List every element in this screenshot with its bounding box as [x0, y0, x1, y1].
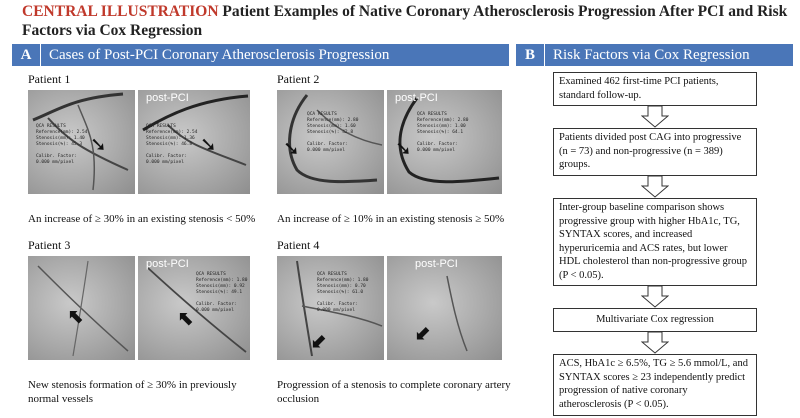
- patient-2-title: Patient 2: [277, 72, 320, 86]
- qca-results-text: QCA RESULTS Reference(mm): 2.54 Stenosis(mm): 1.36 Stenosis(%): 46.8 Calibr. Factor: 0.000 mm/pixel: [146, 124, 198, 165]
- stenosis-arrow-icon: ➘: [283, 136, 300, 160]
- patient-1-title: Patient 1: [28, 72, 71, 86]
- patient-4-caption: Progression of a stenosis to complete coronary artery occlusion: [277, 379, 511, 405]
- patient-2-post-angiogram: [387, 90, 502, 194]
- flow-step-3: Inter-group baseline comparison shows progressive group with higher HbA1c, TG, SYNTAX scores, and increased hyperuricemia and ACS rates, but lower HDL cholesterol than non-progressive group (P < 0.05).: [553, 198, 757, 286]
- qca-results-text: QCA RESULTS Reference(mm): 1.80 Stenosis(mm): 0.70 Stenosis(%): 61.0 Calibr. Factor: 0.000 mm/pixel: [317, 272, 369, 313]
- stenosis-arrow-icon: ➘: [200, 132, 217, 156]
- stenosis-arrow-icon: ⬉: [68, 304, 85, 328]
- panel-b-letter: B: [524, 47, 535, 63]
- patient-3-pre-angiogram: [28, 256, 135, 360]
- panel-a-header: [12, 44, 509, 66]
- patient-1-pre-angiogram: [28, 90, 135, 194]
- down-arrow-icon: [641, 176, 669, 198]
- down-arrow-icon: [641, 286, 669, 308]
- post-pci-label: post-PCI: [146, 258, 189, 270]
- panel-a-letter: A: [20, 47, 32, 63]
- qca-results-text: QCA RESULTS Reference(mm): 2.80 Stenosis(mm): 1.60 Stenosis(%): 42.8 Calibr. Factor: 0.000 mm/pixel: [307, 112, 359, 153]
- patient-3-title: Patient 3: [28, 238, 71, 252]
- title-rest: Patient Examples of Native Coronary Atherosclerosis Progression After PCI and Risk Factors via Cox Regression: [22, 3, 788, 39]
- patient-4-title: Patient 4: [277, 238, 320, 252]
- stenosis-arrow-icon: ➘: [90, 132, 107, 156]
- post-pci-label: post-PCI: [146, 92, 189, 104]
- patient-1-post-angiogram: [138, 90, 250, 194]
- stenosis-arrow-icon: ➘: [395, 136, 412, 160]
- qca-results-text: QCA RESULTS Reference(mm): 2.80 Stenosis(mm): 1.00 Stenosis(%): 64.1 Calibr. Factor: 0.000 mm/pixel: [417, 112, 469, 153]
- patient-4-post-angiogram: [387, 256, 502, 360]
- flow-step-2: Patients divided post CAG into progressive (n = 73) and non-progressive (n = 389) groups.: [553, 128, 757, 176]
- qca-results-text: QCA RESULTS Reference(mm): 1.80 Stenosis(mm): 0.92 Stenosis(%): 49.1 Calibr. Factor: 0.000 mm/pixel: [196, 272, 248, 313]
- patient-2-caption: An increase of ≥ 10% in an existing stenosis ≥ 50%: [277, 213, 505, 225]
- stenosis-arrow-icon: ⬋: [311, 328, 328, 352]
- flow-step-5: ACS, HbA1c ≥ 6.5%, TG ≥ 5.6 mmol/L, and SYNTAX scores ≥ 23 independently predict progression of native coronary atherosclerosis (P < 0.05).: [553, 354, 757, 416]
- down-arrow-icon: [641, 106, 669, 128]
- patient-3-caption: New stenosis formation of ≥ 30% in previously normal vessels: [28, 379, 237, 405]
- flow-step-1: Examined 462 first-time PCI patients, standard follow-up.: [553, 72, 757, 106]
- flow-step-4: Multivariate Cox regression: [553, 308, 757, 332]
- post-pci-label: post-PCI: [415, 258, 458, 270]
- stenosis-arrow-icon: ⬉: [178, 306, 195, 330]
- post-pci-label: post-PCI: [395, 92, 438, 104]
- patient-1-caption: An increase of ≥ 30% in an existing stenosis < 50%: [28, 213, 256, 225]
- patient-4-pre-angiogram: [277, 256, 384, 360]
- patient-2-pre-angiogram: [277, 90, 384, 194]
- qca-results-text: QCA RESULTS Reference(mm): 2.54 Stenosis(mm): 1.40 Stenosis(%): 45.3 Calibr. Factor: 0.000 mm/pixel: [36, 124, 88, 165]
- stenosis-arrow-icon: ⬋: [415, 320, 432, 344]
- figure-title: [22, 2, 792, 40]
- panel-a-heading: Cases of Post-PCI Coronary Atherosclerosis Progression: [49, 47, 390, 63]
- panel-b-header: [516, 44, 793, 66]
- down-arrow-icon: [641, 332, 669, 354]
- patient-3-post-angiogram: [138, 256, 250, 360]
- panel-b-heading: Risk Factors via Cox Regression: [553, 47, 750, 63]
- title-lead: CENTRAL ILLUSTRATION: [22, 3, 219, 20]
